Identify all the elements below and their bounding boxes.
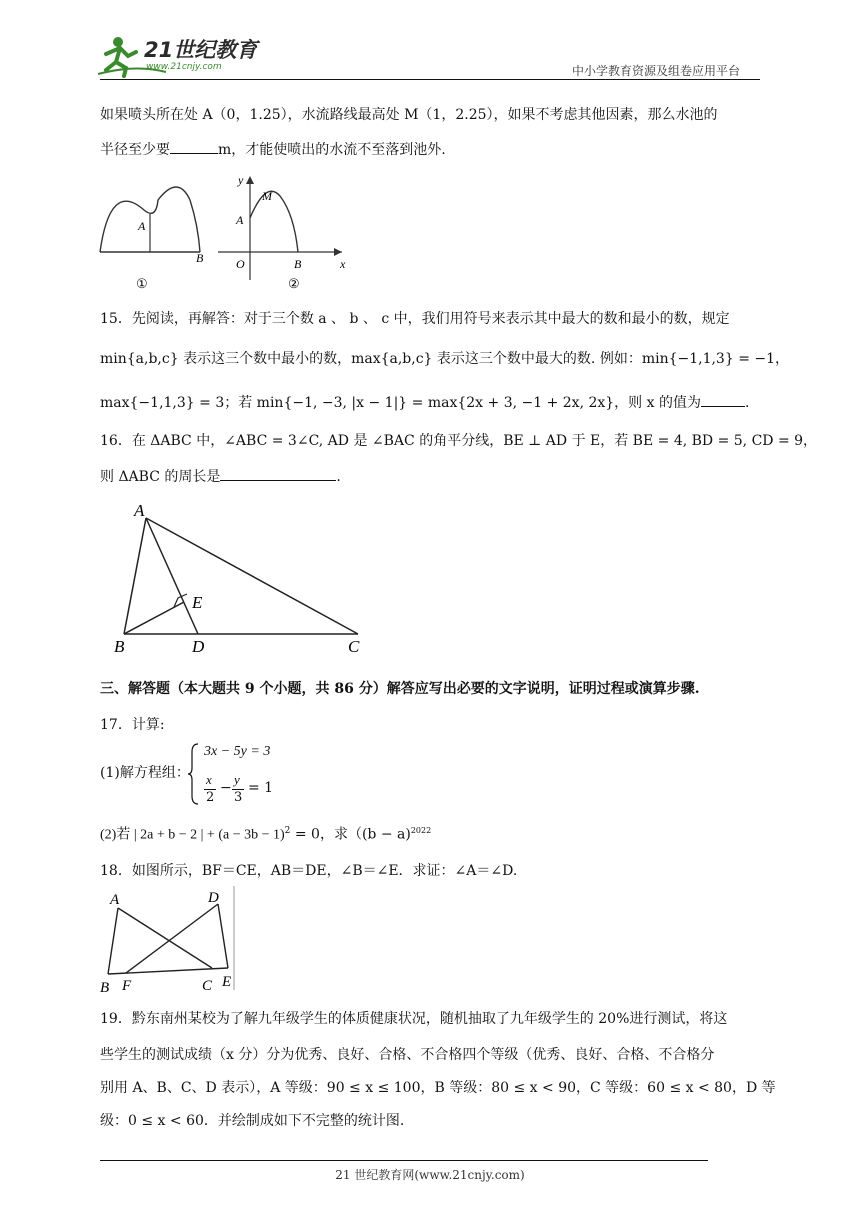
p17-eq2-minus: − (220, 780, 232, 796)
p17-part2 (100, 820, 760, 847)
p15-line2: min{a,b,c} 表示这三个数中最小的数，max{a,b,c} 表示这三个数中最大的数. 例如：min{−1,1,3} = −1， (100, 351, 790, 367)
fig14-x: x (340, 257, 346, 271)
fig14-A2: A (236, 213, 244, 227)
header-rule (100, 79, 760, 80)
answer-blank (170, 139, 218, 154)
p16-line1: 16．在 ΔABC 中，∠ABC = 3∠C, AD 是 ∠BAC 的角平分线，BE ⊥ AD 于 E，若 BE = 4, BD = 5, CD = 9， (100, 433, 818, 449)
fig18-B: B (100, 980, 110, 996)
fig16-A: A (134, 501, 145, 520)
p17-part1-label: (1)解方程组： (100, 765, 190, 781)
answer-blank (701, 392, 745, 407)
fig18-A: A (110, 892, 120, 908)
p17-part2b: = 0，求（(b − a) (290, 826, 411, 843)
p17-eq1: 3x − 5y = 3 (204, 744, 271, 759)
p17-eq2-3: 3 (234, 790, 243, 805)
p16-line2 (100, 466, 760, 488)
p18-text: 18．如图所示，BF＝CE，AB＝DE，∠B＝∠E．求证：∠A＝∠D. (100, 863, 518, 879)
p19-line4: 级：0 ≤ x < 60．并绘制成如下不完整的统计图. (100, 1113, 405, 1129)
fig14-B2: B (294, 257, 302, 271)
p16-line2a: 则 ΔABC 的周长是 (100, 469, 221, 485)
p17-eq2-rhs: = 1 (248, 780, 274, 796)
fig14-caption1: ① (136, 276, 148, 291)
p17-title: 17．计算: (100, 717, 165, 733)
logo-main-text: 21世纪教育 (144, 38, 258, 62)
p16-line2b: . (336, 469, 341, 485)
figure-14 (98, 170, 352, 294)
p14-line2a: 半径至少要 (100, 142, 170, 158)
fig14-y: y (238, 173, 244, 187)
fig16-C: C (348, 637, 360, 656)
figure-16 (108, 500, 380, 660)
p17-part2a: (2)若 | 2a + b − 2 | + (a − 3b − 1) (100, 827, 285, 843)
p17-eq2-2: 2 (206, 790, 215, 805)
fig16-B: B (114, 637, 125, 656)
p14-line2 (100, 139, 760, 161)
answer-blank (220, 466, 336, 481)
p15-line3 (100, 392, 760, 414)
p17-part2-exp2: 2022 (410, 826, 432, 835)
section3-heading: 三、解答题（本大题共 9 个小题，共 86 分）解答应写出必要的文字说明，证明过程或演算步骤. (100, 681, 700, 697)
p17-part1 (100, 742, 400, 806)
p17-eq2-y: y (234, 772, 240, 787)
header-platform-text: 中小学教育资源及组卷应用平台 (572, 64, 741, 78)
fig14-B1: B (196, 251, 204, 265)
fig14-O: O (236, 257, 245, 271)
p19-line2: 些学生的测试成绩（x 分）分为优秀、良好、合格、不合格四个等级（优秀、良好、合格、不合格分 (100, 1047, 715, 1063)
p17-eq2-x: x (206, 772, 212, 787)
fig14-A1: A (138, 219, 146, 233)
p15-line1: 15．先阅读，再解答：对于三个数 a 、 b 、 c 中，我们用符号来表示其中最大的数和最小的数，规定 (100, 311, 730, 327)
p19-line1: 19．黔东南州某校为了解九年级学生的体质健康状况，随机抽取了九年级学生的 20%进行测试，将这 (100, 1011, 728, 1027)
p19-line3: 别用 A、B、C、D 表示），A 等级：90 ≤ x ≤ 100，B 等级：80 ≤ x < 90，C 等级：60 ≤ x < 80，D 等 (100, 1080, 776, 1096)
fig14-caption2: ② (288, 276, 300, 291)
p15-line3a: max{−1,1,3} = 3；若 min{−1, −3, |x − 1|} = max{2x + 3, −1 + 2x, 2x}，则 x 的值为 (100, 395, 701, 411)
p15-line3b: . (744, 395, 750, 411)
fig18-C: C (202, 978, 213, 994)
figure-18 (98, 886, 238, 996)
p17-part2-exp: 2 (284, 826, 291, 836)
fig16-D: D (192, 637, 205, 656)
logo-url-text: www.21cnjy.com (146, 62, 222, 72)
fig18-F: F (122, 978, 132, 994)
brace-icon (188, 742, 200, 806)
p14-line1: 如果喷头所在处 A（0，1.25），水流路线最高处 M（1，2.25），如果不考虑其他因素，那么水池的 (100, 107, 718, 123)
footer-rule (100, 1160, 708, 1161)
header-logo (96, 34, 266, 78)
fig18-E: E (222, 974, 232, 990)
p14-line2b: m，才能使喷出的水流不至落到池外. (218, 142, 446, 158)
fig18-D: D (208, 890, 219, 906)
fig14-M: M (262, 189, 272, 203)
footer-text: 21 世纪教育网(www.21cnjy.com) (335, 1168, 525, 1182)
fig16-E: E (192, 593, 203, 612)
